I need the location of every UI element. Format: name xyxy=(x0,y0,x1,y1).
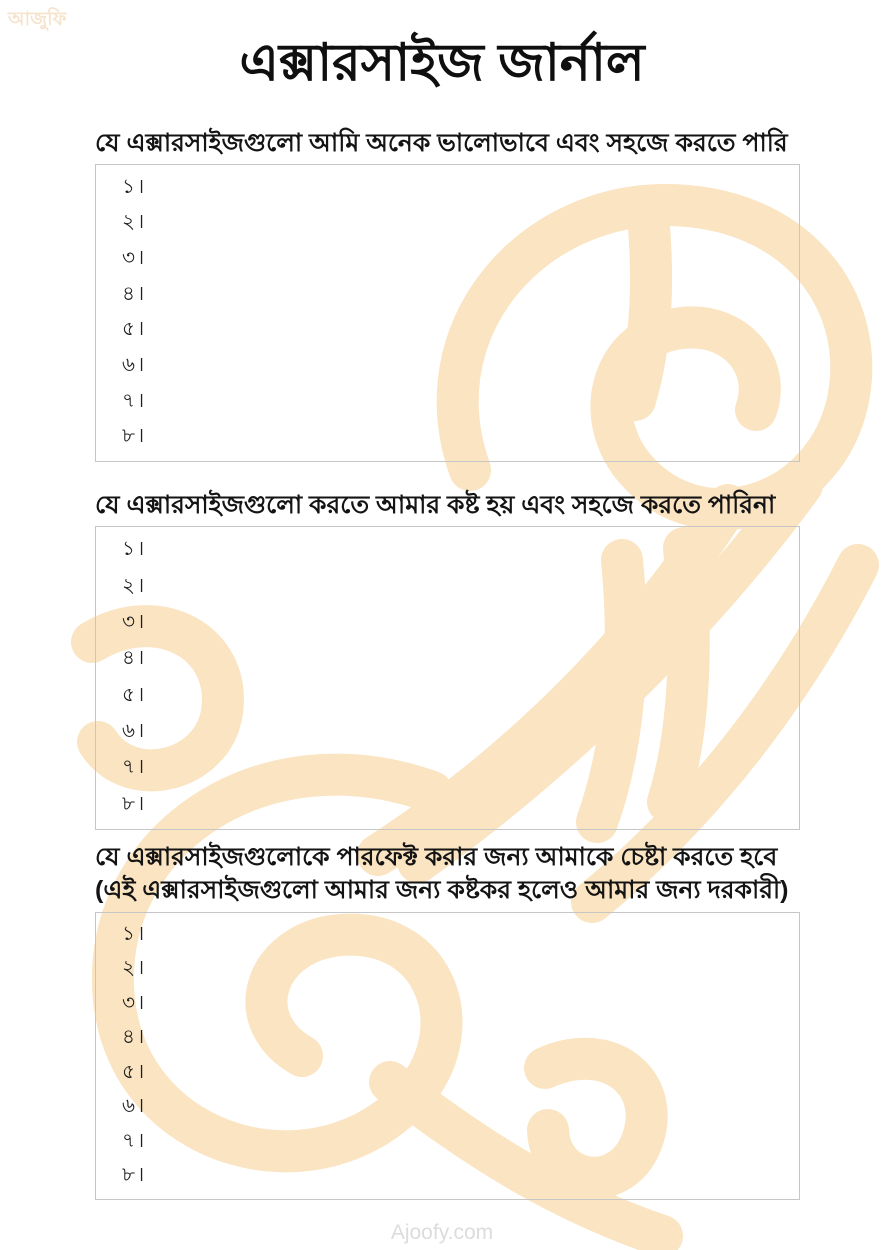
site-footer-text: Ajoofy.com xyxy=(390,1221,494,1244)
list-item[interactable]: ৪। xyxy=(122,1026,147,1049)
list-item[interactable]: ১। xyxy=(122,175,147,198)
list-item[interactable]: ৬। xyxy=(122,1095,147,1118)
section-3-heading-line1: যে এক্সারসাইজগুলোকে পারফেক্ট করার জন্য আমাকে চেষ্টা করতে হবে xyxy=(95,843,778,871)
list-item[interactable]: ৭। xyxy=(122,389,147,412)
brand-logo: আজুফি xyxy=(8,9,67,30)
list-item[interactable]: ২। xyxy=(122,211,147,234)
list-item[interactable]: ৬। xyxy=(122,719,147,742)
list-item[interactable]: ৫। xyxy=(122,318,147,341)
section-2-answer-box[interactable] xyxy=(95,526,800,830)
list-item[interactable]: ৪। xyxy=(122,282,147,305)
section-3-answer-box[interactable] xyxy=(95,912,800,1200)
section-3-heading xyxy=(95,841,810,907)
list-item[interactable]: ৩। xyxy=(122,610,147,633)
list-item[interactable]: ৫। xyxy=(122,1060,147,1083)
list-item[interactable]: ২। xyxy=(122,574,147,597)
list-item[interactable]: ১। xyxy=(122,922,147,945)
section-2-heading: যে এক্সারসাইজগুলো করতে আমার কষ্ট হয় এবং সহজে করতে পারিনা xyxy=(95,491,776,519)
list-item[interactable]: ৩। xyxy=(122,246,147,269)
list-item[interactable]: ৮। xyxy=(122,425,147,448)
section-3-heading-line2: (এই এক্সারসাইজগুলো আমার জন্য কষ্টকর হলেও আমার জন্য দরকারী) xyxy=(95,876,789,904)
list-item[interactable]: ১। xyxy=(122,538,147,561)
list-item[interactable]: ৬। xyxy=(122,353,147,376)
list-item[interactable]: ৪। xyxy=(122,647,147,670)
list-item[interactable]: ৩। xyxy=(122,991,147,1014)
list-item[interactable]: ৮। xyxy=(122,1164,147,1187)
list-item[interactable]: ৮। xyxy=(122,792,147,815)
list-item[interactable]: ২। xyxy=(122,957,147,980)
list-item[interactable]: ৭। xyxy=(122,756,147,779)
section-1-answer-box[interactable] xyxy=(95,164,800,462)
list-item[interactable]: ৭। xyxy=(122,1129,147,1152)
page-title: এক্সারসাইজ জার্নাল xyxy=(239,34,645,92)
list-item[interactable]: ৫। xyxy=(122,683,147,706)
section-1-heading: যে এক্সারসাইজগুলো আমি অনেক ভালোভাবে এবং সহজে করতে পারি xyxy=(95,129,788,157)
